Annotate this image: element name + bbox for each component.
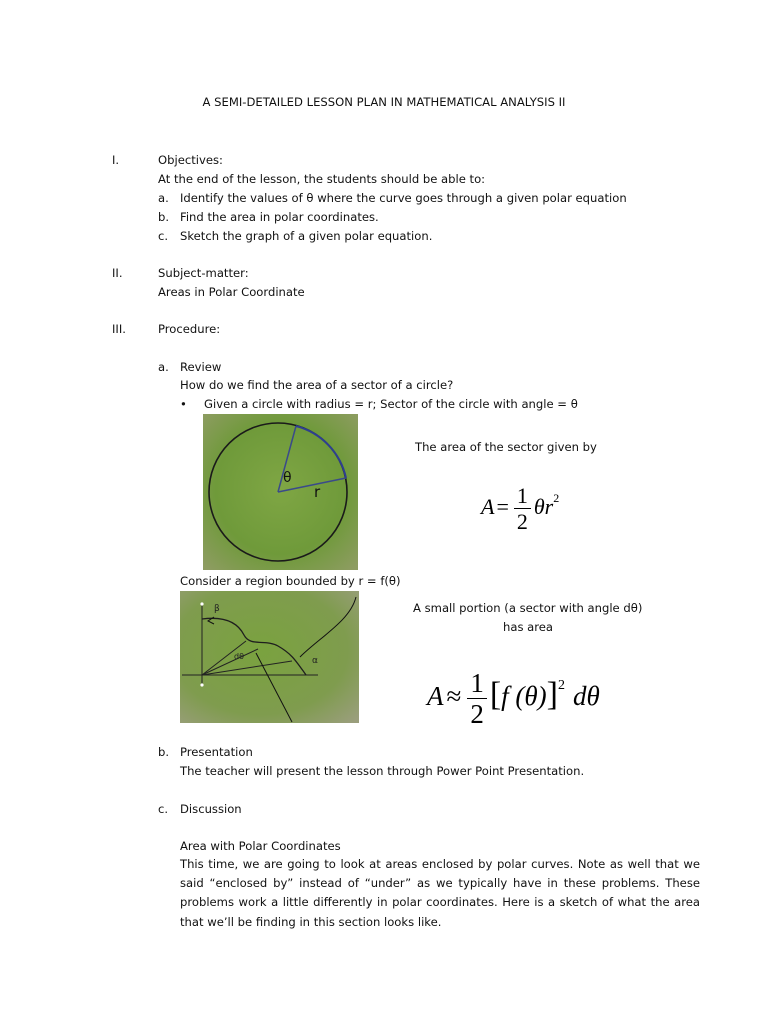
formula1-exponent: 2 <box>553 491 560 505</box>
objective-item-a: Identify the values of θ where the curve goes through a given polar equation <box>180 191 627 205</box>
section-number-procedure: III. <box>112 322 126 336</box>
subject-text: Areas in Polar Coordinate <box>158 285 305 299</box>
fig1-theta-label: θ <box>283 470 292 486</box>
bullet-text: Given a circle with radius = r; Sector of the circle with angle = θ <box>204 397 578 411</box>
objective-marker-a: a. <box>158 191 169 205</box>
objective-marker-b: b. <box>158 210 170 224</box>
fig2-dtheta-label: dθ <box>234 652 244 661</box>
formula2-tail: dθ <box>572 681 600 711</box>
formula2-right-bracket: ] <box>546 676 558 713</box>
formula1-rest: θr <box>533 494 554 519</box>
page-title: A SEMI-DETAILED LESSON PLAN IN MATHEMATICAL ANALYSIS II <box>202 95 566 109</box>
discussion-label: Discussion <box>180 802 242 816</box>
fig2-alpha-label: α <box>312 656 318 666</box>
objective-item-b: Find the area in polar coordinates. <box>180 210 379 224</box>
region-caption: Consider a region bounded by r = f(θ) <box>180 574 401 588</box>
procedure-heading: Procedure: <box>158 322 221 336</box>
formula2-lhs: A <box>427 681 444 711</box>
discussion-paragraph: This time, we are going to look at areas enclosed by polar curves. Note as well that we said “enclosed by” instead of “under” as we typically have in these problems. These problems work a little differently in polar coordinates. Here is a sketch of what the area that we’ll be finding in this section looks like. <box>180 857 700 929</box>
objective-item-c: Sketch the graph of a given polar equation. <box>180 229 433 243</box>
formula1-numerator: 1 <box>514 485 531 509</box>
formula2-denominator: 2 <box>470 698 484 729</box>
fig2-beta-label: β <box>214 604 220 614</box>
review-label: Review <box>180 360 222 374</box>
formula1-fraction <box>514 482 531 534</box>
discussion-marker: c. <box>158 802 169 816</box>
objectives-intro: At the end of the lesson, the students should be able to: <box>158 172 486 186</box>
bullet-dot: • <box>180 397 187 411</box>
formula2-exponent: 2 <box>557 678 565 693</box>
presentation-text: The teacher will present the lesson through Power Point Presentation. <box>180 764 585 778</box>
formula2-body: f (θ) <box>501 681 547 711</box>
discussion-subheading: Area with Polar Coordinates <box>180 839 341 853</box>
portion-caption-line2: has area <box>503 620 554 634</box>
section-number-subject: II. <box>112 266 123 280</box>
presentation-marker: b. <box>158 745 170 759</box>
formula2-left-bracket: [ <box>489 676 502 713</box>
formula2-numerator: 1 <box>467 670 487 699</box>
formula2-fraction <box>467 667 487 729</box>
circle-sector-figure <box>203 414 358 570</box>
formula1-denominator: 2 <box>516 508 528 534</box>
sector-area-formula <box>481 470 559 535</box>
section-number-objectives: I. <box>112 153 120 167</box>
polar-area-formula <box>427 650 600 732</box>
objectives-heading: Objectives: <box>158 153 223 167</box>
formula2-approx: ≈ <box>446 681 462 711</box>
formula1-lhs: A <box>481 494 495 519</box>
review-marker: a. <box>158 360 169 374</box>
sector-caption: The area of the sector given by <box>415 440 597 454</box>
formula1-equals: = <box>496 494 509 519</box>
fig1-r-label: r <box>314 483 321 501</box>
subject-heading: Subject-matter: <box>158 266 249 280</box>
portion-caption-line1: A small portion (a sector with angle dθ) <box>413 601 643 615</box>
presentation-label: Presentation <box>180 745 253 759</box>
review-question: How do we find the area of a sector of a circle? <box>180 378 454 392</box>
objective-marker-c: c. <box>158 229 169 243</box>
polar-region-figure <box>180 591 359 723</box>
